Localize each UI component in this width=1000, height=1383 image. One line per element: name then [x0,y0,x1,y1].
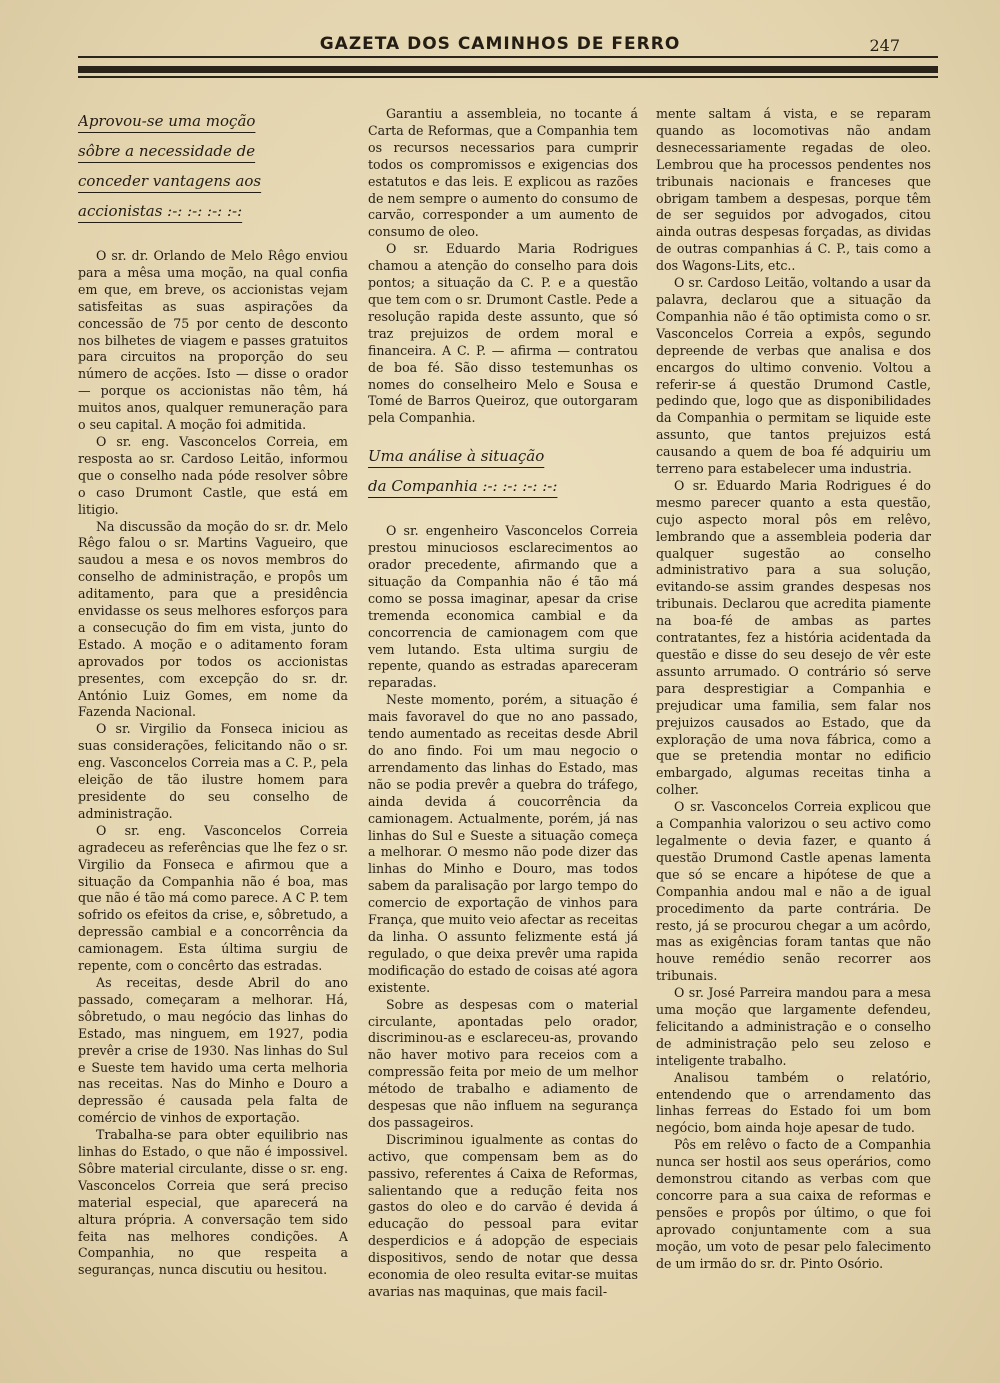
column-2 [368,106,638,1326]
section-title-line: da Companhia :-: :-: :-: :-: [368,477,558,496]
publication-title: GAZETA DOS CAMINHOS DE FERRO [319,34,681,54]
spacer [368,509,638,523]
paragraph: Sobre as despesas com o material circulante, apontadas pelo orador, discriminou-as e esclareceu-as, provando não haver motivo para receios com a compressão feita por meio de um melhor método de trabalho e adiamento de despesas que não influem na segurança dos passageiros. [368,996,638,1130]
section-title-line: Aprovou-se uma moção [78,112,256,130]
paragraph: O sr. eng. Vasconcelos Correia agradeceu as referências que lhe fez o sr. Virgilio da Fonseca e afirmou que a situação da Companhia não é boa, mas que não é tão má como parece. A C P. tem sofrido os efeitos da crise, e, sôbretudo, a depressão cambial e a concorrência da camionagem. Esta última surgiu de repente, com o concêrto das estradas. [78,822,348,974]
paragraph: Garantiu a assembleia, no tocante á Carta de Reformas, que a Companhia tem os recursos necessarios para cumprir todos os compromissos e exigencias dos estatutos e das leis. E explicou as razões de nem sempre o aumento do consumo de carvão, corresponder a um aumento de consumo de oleo. [368,106,638,240]
paragraph: Pôs em relêvo o facto de a Companhia nunca ser hostil aos seus operários, como demonstrou citando as verbas com que concorre para a sua caixa de reformas e pensões e propôs por último, o que foi aprovado conjuntamente com a sua moção, um voto de pesar pelo falecimento de um irmão do sr. dr. Pinto Osório. [656,1137,931,1271]
paragraph: O sr. Eduardo Maria Rodrigues chamou a atenção do conselho para dois pontos; a situação da C. P. e a questão que tem com o sr. Drumont Castle. Pede a resolução rapida deste assunto, que só traz prejuizos de ordem moral e financeira. A C. P. — afirma — contratou de boa fé. São disso testemunhas os nomes do conselheiro Melo e Sousa e Tomé de Barros Queiroz, que outorgaram pela Companhia. [368,241,638,426]
header-rule-bottom [78,76,938,78]
paragraph: O sr. eng. Vasconcelos Correia, em resposta ao sr. Cardoso Leitão, informou que o conselho nada póde resolver sôbre o caso Drumont Castle, que está em litigio. [78,433,348,517]
header-rule-top [78,56,938,58]
page-number: 247 [869,36,900,55]
paragraph: mente saltam á vista, e se reparam quando as locomotivas não andam desnecessariamente regadas de oleo. Lembrou que ha processos pendentes nos tribunais nacionais e franceses que obrigam tambem a despesas, porque têm de ser seguidos por advogados, citou ainda outras despesas forçadas, as dividas de outras companhias á C. P., tais como a dos Wagons-Lits, etc.. [656,106,931,274]
paragraph: Trabalha-se para obter equilibrio nas linhas do Estado, o que não é impossivel. Sôbre material circulante, disse o sr. eng. Vasconcelos Correia que será preciso material especial, que aparecerá na altura própria. A conversação tem sido feita nas melhores condições. A Companhia, no que respeita a seguranças, nunca discutiu ou hesitou. [78,1127,348,1278]
paragraph: O sr. José Parreira mandou para a mesa uma moção que largamente defendeu, felicitando a administração e o conselho de administração pelo seu zeloso e inteligente trabalho. [656,985,931,1068]
column-1 [78,106,348,1326]
spacer [368,427,638,441]
paragraph: Discriminou igualmente as contas do activo, que compensam bem as do passivo, referentes á Caixa de Reformas, salientando que a redução feita nos gastos do oleo e do carvão é devida á educação do pessoal para evitar desperdicios e á adopção de especiais dispositivos, sendo de notar que dessa economia de oleo resulta evitar-se muitas avarias nas maquinas, que mais facil- [368,1131,638,1299]
section-title-line: accionistas :-: :-: :-: :-: [78,202,243,220]
paragraph: O sr. Eduardo Maria Rodrigues é do mesmo parecer quanto a esta questão, cujo aspecto moral pôs em relêvo, lembrando que a assembleia poderia dar qualquer sugestão ao conselho administrativo para a sua solução, evitando-se assim grandes despesas nos tribunais. Declarou que acredita piamente na boa-fé de ambas as partes contratantes, fez a história acidentada da questão e disse do seu desejo de vêr este assunto arrumado. O contrário só serve para desprestigiar a Companhia e prejudicar uma familia, sem falar nos prejuizos causados ao Estado, que da exploração de uma nova fábrica, como a que se pretendia montar no edificio embargado, algumas receitas tinha a colher. [656,477,931,798]
section-title-line: Uma análise à situação [368,447,545,466]
spacer [78,234,348,248]
paragraph: O sr. Virgilio da Fonseca iniciou as suas considerações, felicitando não o sr. eng. Vasconcelos Correia mas a C. P., pela eleição de tão ilustre homem para presidente do seu conselho de administração. [78,721,348,821]
paragraph: O sr. engenheiro Vasconcelos Correia prestou minuciosos esclarecimentos ao orador precedente, afirmando que a situação da Companhia não é tão má como se possa imaginar, apesar da crise tremenda economica cambial e da concorrencia de camionagem com que vem lutando. Esta ultima surgiu de repente, quando as estradas apareceram reparadas. [368,523,638,691]
section-title-accionistas [78,106,348,226]
section-title-line: sôbre a necessidade de [78,142,256,160]
paragraph: O sr. Cardoso Leitão, voltando a usar da palavra, declarou que a situação da Companhia não é tão optimista como o sr. Vasconcelos Correia a expôs, segundo depreende de verbas que analisa e dos encargos do ultimo convenio. Voltou a referir-se á questão Drumond Castle, pedindo que, logo que as disponibilidades da Companhia o permitam se liquide este assunto, que tantos prejuizos está causando a quem de boa fé adquiriu um terreno para estabelecer uma industria. [656,275,931,477]
paragraph: Analisou também o relatório, entendendo que o arrendamento das linhas ferreas do Estado foi um bom negócio, bom ainda hoje apesar de tudo. [656,1069,931,1136]
header-rule-thick [78,66,938,73]
paragraph: Neste momento, porém, a situação é mais favoravel do que no ano passado, tendo aumentado as receitas desde Abril do ano findo. Foi um mau negocio o arrendamento das linhas do Estado, mas não se podia prevêr a quebra do tráfego, ainda devida á coucorrência da camionagem. Actualmente, porém, já nas linhas do Sul e Sueste a situação começa a melhorar. O mesmo não pode dizer das linhas do Minho e Douro, mas todos sabem da paralisação por largo tempo do comercio de exportação de vinhos para França, que muito veio afectar as receitas da linha. O assunto felizmente está já regulado, o que deixa prevêr uma rapida modificação do estado de coisas até agora existente. [368,692,638,995]
column-3 [656,106,931,1326]
section-title-line: conceder vantagens aos [78,172,262,190]
paragraph: O sr. dr. Orlando de Melo Rêgo enviou para a mêsa uma moção, na qual confia em que, em breve, os accionistas vejam satisfeitas as suas aspirações da concessão de 75 por cento de desconto nos bilhetes de viagem e passes gratuitos para circuitos na proporção do seu número de acções. Isto — disse o orador — porque os accionistas não têm, há muitos anos, qualquer remuneração para o seu capital. A moção foi admitida. [78,248,348,433]
paragraph: O sr. Vasconcelos Correia explicou que a Companhia valorizou o seu activo como legalmente o devia fazer, e quanto á questão Drumond Castle apenas lamenta que só se encare a hipótese de que a Companhia andou mal e não a de igual procedimento da parte contrária. De resto, já se procurou chegar a um acôrdo, mas as exigências foram tantas que não houve remédio senão recorrer aos tribunais. [656,799,931,984]
section-title-analise [368,441,638,501]
paragraph: Na discussão da moção do sr. dr. Melo Rêgo falou o sr. Martins Vagueiro, que saudou a mesa e os novos membros do conselho de administração, e propôs um aditamento, para que a presidência envidasse os seus melhores esforços para a consecução do fim em vista, junto do Estado. A moção e o aditamento foram aprovados por todos os accionistas presentes, com excepção do sr. dr. António Luiz Gomes, em nome da Fazenda Nacional. [78,518,348,720]
paragraph: As receitas, desde Abril do ano passado, começaram a melhorar. Há, sôbretudo, o mau negócio das linhas do Estado, mas ninguem, em 1927, podia prevêr a crise de 1930. Nas linhas do Sul e Sueste tem havido uma certa melhoria nas receitas. Nas do Minho e Douro a depressão é causada pela falta de comércio de vinhos de exportação. [78,974,348,1126]
